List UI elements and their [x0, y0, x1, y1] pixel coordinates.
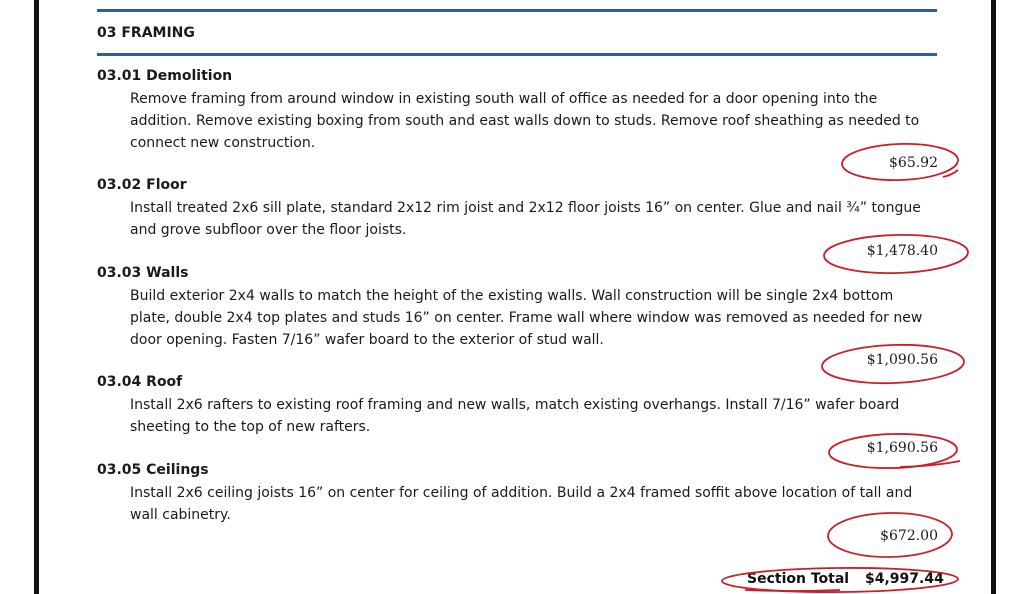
page-edge-left — [34, 0, 39, 594]
section-rule-bottom — [97, 53, 937, 56]
annotation-underline-total — [745, 590, 840, 591]
item-price-roof: $1,690.56 — [866, 440, 938, 456]
item-body-floor: Install treated 2x6 sill plate, standard 2x12 rim joist and 2x12 floor joists 16” on center. Glue and nail ¾” tongue and grove subfloor over the floor joists. — [130, 200, 921, 238]
annotation-circle-roof-tail — [900, 461, 960, 467]
item-heading-floor: 03.02 Floor — [97, 177, 187, 193]
item-heading-demolition: 03.01 Demolition — [97, 68, 233, 84]
item-body-roof: Install 2x6 rafters to existing roof framing and new walls, match existing overhangs. Install 7/16” wafer board sheeting to the top of new rafters. — [130, 397, 900, 435]
section-rule-top — [97, 9, 937, 12]
item-price-ceilings: $672.00 — [880, 528, 938, 544]
item-price-demolition: $65.92 — [889, 155, 938, 171]
annotation-circle-demolition-tail — [943, 170, 958, 177]
section-total-value: $4,997.44 — [865, 571, 944, 587]
item-price-floor: $1,478.40 — [866, 243, 938, 259]
item-body-ceilings: Install 2x6 ceiling joists 16” on center for ceiling of addition. Build a 2x4 framed soffit above location of tall and wall cabinetry. — [130, 485, 913, 523]
item-heading-ceilings: 03.05 Ceilings — [97, 462, 209, 478]
item-price-walls: $1,090.56 — [866, 352, 938, 368]
item-heading-walls: 03.03 Walls — [97, 265, 189, 281]
item-heading-roof: 03.04 Roof — [97, 374, 183, 390]
item-body-demolition: Remove framing from around window in existing south wall of office as needed for a door opening into the addition. Remove existing boxing from south and east walls down to studs. Remove roof sheathing as needed to connect new construction. — [130, 91, 920, 151]
item-body-walls: Build exterior 2x4 walls to match the height of the existing walls. Wall construction will be single 2x4 bottom plate, double 2x4 top plates and studs 16” on center. Frame wall where window was removed as needed for new door opening. Fasten 7/16” wafer board to the exterior of stud wall. — [130, 288, 923, 348]
section-title: 03 FRAMING — [97, 25, 195, 41]
section-total-label: Section Total — [747, 571, 850, 587]
page-edge-right — [991, 0, 996, 594]
